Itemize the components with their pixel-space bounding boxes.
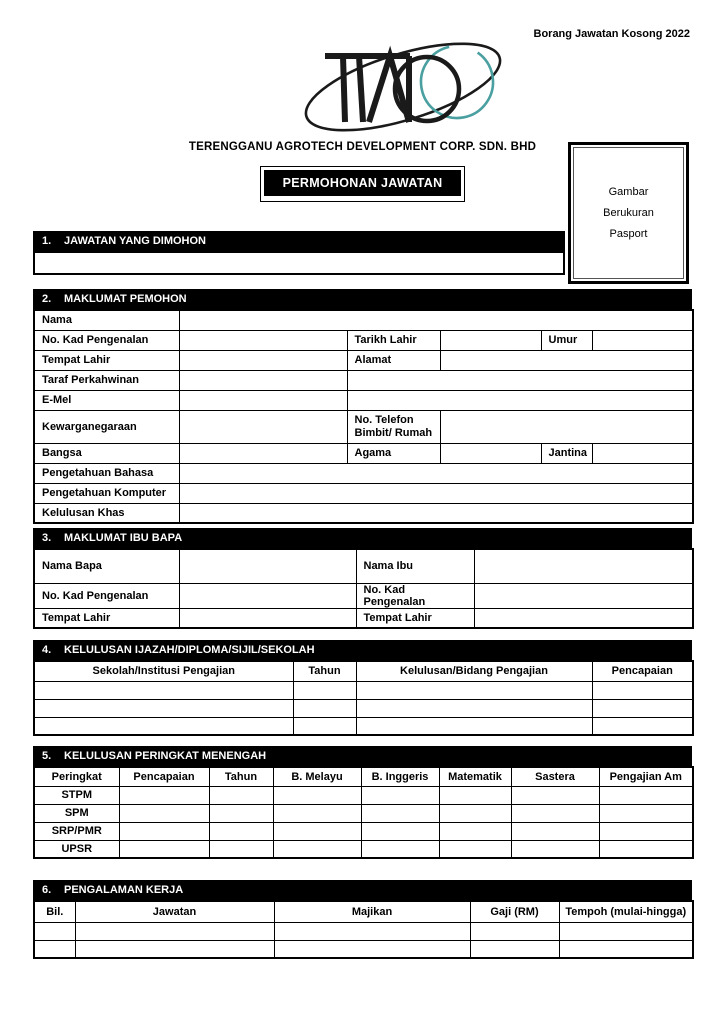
section3-number: 3.	[42, 532, 52, 544]
input-cell[interactable]	[119, 804, 209, 822]
form-version-label: Borang Jawatan Kosong 2022	[533, 28, 690, 40]
nama-ibu-input-cell[interactable]	[474, 549, 693, 583]
no-kad-bapa-label: No. Kad Pengenalan	[34, 583, 179, 608]
input-cell[interactable]	[356, 699, 592, 717]
input-cell[interactable]	[559, 940, 693, 958]
kewarganegaraan-label: Kewarganegaraan	[34, 410, 179, 443]
input-cell[interactable]	[119, 786, 209, 804]
section5-header-bar	[33, 746, 692, 766]
input-cell[interactable]	[511, 840, 599, 858]
input-cell[interactable]	[274, 940, 470, 958]
input-cell[interactable]	[119, 840, 209, 858]
alamat-label: Alamat	[347, 350, 440, 370]
input-cell[interactable]	[273, 786, 361, 804]
kewarganegaraan-input-cell[interactable]	[179, 410, 347, 443]
tempat-lahir-bapa-label: Tempat Lahir	[34, 608, 179, 628]
tarikh-lahir-label: Tarikh Lahir	[347, 330, 440, 350]
taraf-perkahwinan-label: Taraf Perkahwinan	[34, 370, 179, 390]
form-title: PERMOHONAN JAWATAN	[264, 170, 461, 196]
input-cell[interactable]	[75, 940, 274, 958]
input-cell[interactable]	[34, 681, 293, 699]
input-cell[interactable]	[119, 822, 209, 840]
section3-title: MAKLUMAT IBU BAPA	[64, 532, 183, 544]
input-cell[interactable]	[470, 940, 559, 958]
table-row	[34, 681, 693, 699]
no-kad-ibu-input-cell[interactable]	[474, 583, 693, 608]
alamat-input-cell[interactable]	[440, 350, 693, 370]
section4-header-bar	[33, 640, 692, 660]
section3-header-bar	[33, 528, 692, 548]
kelulusan-khas-input-cell[interactable]	[179, 503, 693, 523]
col-header-peringkat: Peringkat	[34, 767, 119, 786]
input-cell[interactable]	[34, 940, 75, 958]
no-kad-ibu-label: No. Kad Pengenalan	[356, 583, 474, 608]
jantina-label: Jantina	[541, 443, 592, 463]
jawatan-dimohon-input-cell[interactable]	[34, 252, 564, 274]
input-cell[interactable]	[361, 804, 439, 822]
input-cell[interactable]	[274, 922, 470, 940]
table-row-stpm	[34, 786, 693, 804]
agama-label: Agama	[347, 443, 440, 463]
col-header-matematik: Matematik	[439, 767, 511, 786]
tempat-lahir-bapa-input-cell[interactable]	[179, 608, 356, 628]
agama-input-cell[interactable]	[440, 443, 541, 463]
input-cell[interactable]	[75, 922, 274, 940]
section6-table	[33, 900, 694, 959]
form-title-box	[260, 166, 465, 202]
input-cell[interactable]	[439, 840, 511, 858]
col-header-pencapaian: Pencapaian	[119, 767, 209, 786]
input-cell[interactable]	[439, 822, 511, 840]
input-cell[interactable]	[361, 786, 439, 804]
photo-box-line3: Pasport	[609, 227, 648, 240]
col-header-tahun: Tahun	[209, 767, 273, 786]
tadc-logo	[297, 34, 517, 138]
pengetahuan-komputer-label: Pengetahuan Komputer	[34, 483, 179, 503]
tadc-logo-graphic	[297, 34, 517, 138]
input-cell[interactable]	[273, 840, 361, 858]
section4-number: 4.	[42, 644, 52, 656]
input-cell[interactable]	[356, 717, 592, 735]
tempat-lahir-label: Tempat Lahir	[34, 350, 179, 370]
table-row-upsr	[34, 840, 693, 858]
row-label-srp-pmr: SRP/PMR	[34, 822, 119, 840]
input-cell[interactable]	[599, 804, 693, 822]
table-row	[34, 940, 693, 958]
section5-table	[33, 766, 694, 859]
input-cell[interactable]	[273, 822, 361, 840]
section6-title: PENGALAMAN KERJA	[64, 884, 184, 896]
umur-input-cell[interactable]	[592, 330, 693, 350]
tempat-lahir-ibu-label: Tempat Lahir	[356, 608, 474, 628]
jantina-input-cell[interactable]	[592, 443, 693, 463]
nama-bapa-input-cell[interactable]	[179, 549, 356, 583]
col-header-kelulusan: Kelulusan/Bidang Pengajian	[356, 661, 592, 681]
emel-input-cell[interactable]	[179, 390, 347, 410]
input-cell[interactable]	[34, 717, 293, 735]
section1-number: 1.	[42, 235, 52, 247]
input-cell[interactable]	[34, 699, 293, 717]
company-name: TERENGGANU AGROTECH DEVELOPMENT CORP. SDN. BHD	[188, 141, 537, 153]
no-kad-input-cell[interactable]	[179, 330, 347, 350]
input-cell[interactable]	[34, 922, 75, 940]
no-telefon-label: No. Telefon Bimbit/ Rumah	[347, 410, 440, 443]
section6-header-bar	[33, 880, 692, 900]
col-header-pencapaian: Pencapaian	[592, 661, 693, 681]
section-pengalaman-kerja	[33, 880, 692, 959]
input-cell[interactable]	[209, 786, 273, 804]
row-label-upsr: UPSR	[34, 840, 119, 858]
pengetahuan-bahasa-input-cell[interactable]	[179, 463, 693, 483]
section3-table	[33, 548, 694, 629]
section1-title: JAWATAN YANG DIMOHON	[64, 235, 206, 247]
input-cell[interactable]	[361, 840, 439, 858]
tempat-lahir-ibu-input-cell[interactable]	[474, 608, 693, 628]
table-row-spm	[34, 804, 693, 822]
table-row-srp-pmr	[34, 822, 693, 840]
pengetahuan-komputer-input-cell[interactable]	[179, 483, 693, 503]
bangsa-label: Bangsa	[34, 443, 179, 463]
section2-number: 2.	[42, 293, 52, 305]
input-cell[interactable]	[293, 717, 356, 735]
col-header-b-inggeris: B. Inggeris	[361, 767, 439, 786]
emel-input-cell2[interactable]	[347, 390, 693, 410]
no-telefon-input-cell[interactable]	[440, 410, 693, 443]
bangsa-input-cell[interactable]	[179, 443, 347, 463]
input-cell[interactable]	[209, 822, 273, 840]
nama-input-cell[interactable]	[179, 310, 693, 330]
input-cell[interactable]	[356, 681, 592, 699]
col-header-b-melayu: B. Melayu	[273, 767, 361, 786]
col-header-tahun: Tahun	[293, 661, 356, 681]
tempat-lahir-input-cell[interactable]	[179, 350, 347, 370]
table-row	[34, 922, 693, 940]
table-row	[34, 699, 693, 717]
col-header-bil: Bil.	[34, 901, 75, 922]
tarikh-lahir-input-cell[interactable]	[440, 330, 541, 350]
section2-header-bar	[33, 289, 692, 309]
input-cell[interactable]	[511, 786, 599, 804]
col-header-jawatan: Jawatan	[75, 901, 274, 922]
section-maklumat-pemohon	[33, 289, 692, 524]
passport-photo-box-inner	[573, 147, 684, 279]
input-cell[interactable]	[209, 840, 273, 858]
input-cell[interactable]	[559, 922, 693, 940]
section6-number: 6.	[42, 884, 52, 896]
nama-bapa-label: Nama Bapa	[34, 549, 179, 583]
col-header-sastera: Sastera	[511, 767, 599, 786]
section1-header-bar	[33, 231, 565, 251]
input-cell[interactable]	[439, 786, 511, 804]
photo-box-line2: Berukuran	[603, 206, 654, 219]
col-header-sekolah: Sekolah/Institusi Pengajian	[34, 661, 293, 681]
input-cell[interactable]	[293, 699, 356, 717]
no-kad-label: No. Kad Pengenalan	[34, 330, 179, 350]
section4-table	[33, 660, 694, 736]
input-cell[interactable]	[599, 840, 693, 858]
umur-label: Umur	[541, 330, 592, 350]
input-cell[interactable]	[361, 822, 439, 840]
section-maklumat-ibu-bapa	[33, 528, 692, 629]
pengetahuan-bahasa-label: Pengetahuan Bahasa	[34, 463, 179, 483]
section-jawatan-dimohon	[33, 231, 565, 275]
input-cell[interactable]	[511, 822, 599, 840]
taraf-perkahwinan-input-cell[interactable]	[179, 370, 347, 390]
input-cell[interactable]	[592, 717, 693, 735]
input-cell[interactable]	[470, 922, 559, 940]
input-cell[interactable]	[293, 681, 356, 699]
input-cell[interactable]	[592, 681, 693, 699]
taraf-perkahwinan-input-cell2[interactable]	[347, 370, 693, 390]
row-label-spm: SPM	[34, 804, 119, 822]
input-cell[interactable]	[209, 804, 273, 822]
section-kelulusan-ijazah	[33, 640, 692, 736]
section1-table	[33, 251, 565, 275]
input-cell[interactable]	[599, 786, 693, 804]
section2-title: MAKLUMAT PEMOHON	[64, 293, 187, 305]
emel-label: E-Mel	[34, 390, 179, 410]
col-header-majikan: Majikan	[274, 901, 470, 922]
section5-title: KELULUSAN PERINGKAT MENENGAH	[64, 750, 267, 762]
section5-number: 5.	[42, 750, 52, 762]
kelulusan-khas-label: Kelulusan Khas	[34, 503, 179, 523]
input-cell[interactable]	[511, 804, 599, 822]
no-kad-bapa-input-cell[interactable]	[179, 583, 356, 608]
col-header-tempoh: Tempoh (mulai-hingga)	[559, 901, 693, 922]
section2-table	[33, 309, 694, 524]
section4-title: KELULUSAN IJAZAH/DIPLOMA/SIJIL/SEKOLAH	[64, 644, 315, 656]
col-header-gaji: Gaji (RM)	[470, 901, 559, 922]
input-cell[interactable]	[599, 822, 693, 840]
nama-ibu-label: Nama Ibu	[356, 549, 474, 583]
table-row	[34, 717, 693, 735]
nama-label: Nama	[34, 310, 179, 330]
input-cell[interactable]	[273, 804, 361, 822]
input-cell[interactable]	[592, 699, 693, 717]
section-kelulusan-menengah	[33, 746, 692, 859]
row-label-stpm: STPM	[34, 786, 119, 804]
photo-box-line1: Gambar	[608, 185, 649, 198]
passport-photo-box[interactable]	[568, 142, 689, 284]
input-cell[interactable]	[439, 804, 511, 822]
col-header-pengajian-am: Pengajian Am	[599, 767, 693, 786]
